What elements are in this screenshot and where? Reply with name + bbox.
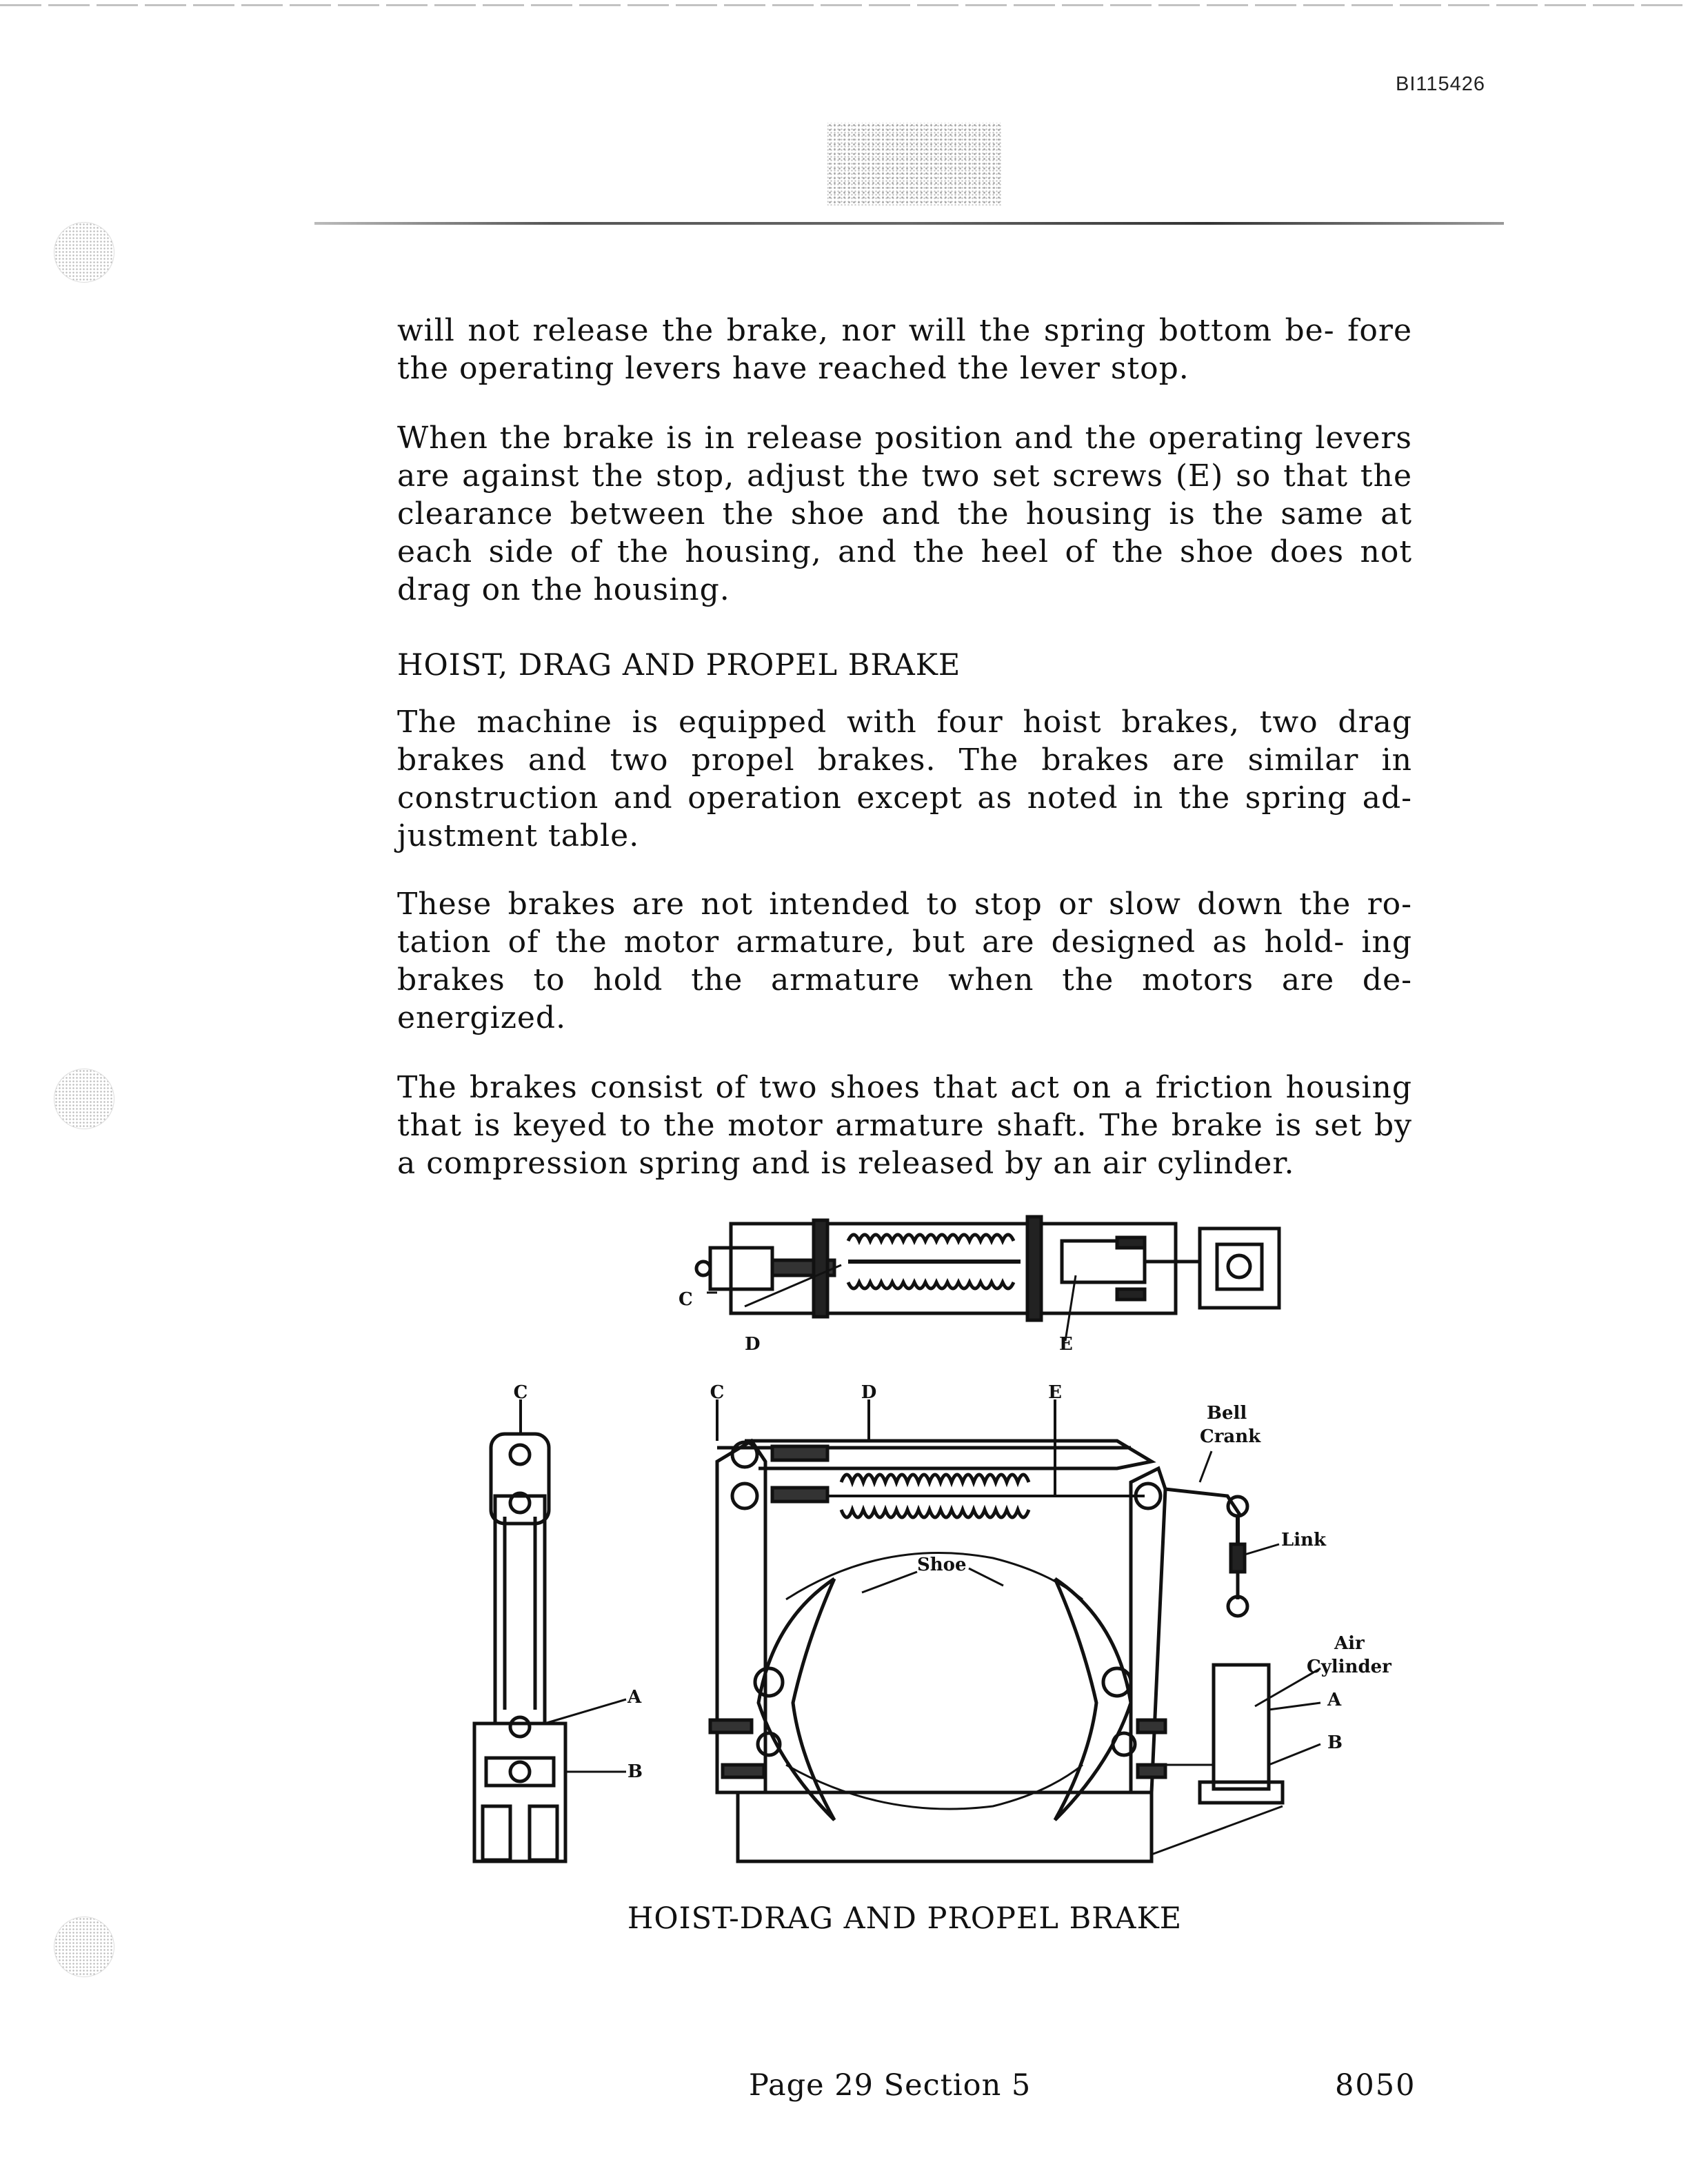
binder-hole-bottom <box>54 1917 114 1977</box>
side-view <box>474 1399 626 1861</box>
label-top-d: D <box>745 1334 761 1355</box>
label-shoe: Shoe <box>917 1555 967 1575</box>
paragraph-2: When the brake is in release position and the operating levers are against the stop, adjust the two set screws (E) so that the clearance between the shoe and the housing is the same at each side of the housing, and the heel of the shoe does not drag on the housing. <box>397 421 1412 607</box>
label-right-b: B <box>1327 1732 1343 1753</box>
label-bell: Bell <box>1207 1403 1247 1424</box>
label-front-d: D <box>861 1382 877 1403</box>
section-heading: HOIST, DRAG AND PROPEL BRAKE <box>397 648 961 682</box>
label-air: Air <box>1334 1633 1365 1654</box>
document-id: BI115426 <box>1396 73 1486 95</box>
page-section-footer: Page 29 Section 5 <box>749 2068 1032 2103</box>
top-view <box>696 1217 1279 1341</box>
label-front-e: E <box>1048 1382 1062 1403</box>
label-side-b: B <box>627 1761 643 1782</box>
label-top-c: C <box>679 1289 693 1310</box>
binder-hole-middle <box>54 1069 114 1129</box>
header-rule <box>314 222 1504 225</box>
stamp-mark <box>827 123 1001 205</box>
binder-hole-top <box>54 222 114 283</box>
label-right-a: A <box>1327 1690 1342 1710</box>
paragraph-3: The machine is equipped with four hoist brakes, two drag brakes and two propel brakes. The brakes are similar in construction and operation except as noted in the spring ad- justment table. <box>397 705 1412 853</box>
label-front-c: C <box>710 1382 725 1403</box>
paragraph-4: These brakes are not intended to stop or slow down the ro- tation of the motor armature, but are designed as hold- ing brakes to hold the armature when the motors are de- energized. <box>397 887 1412 1035</box>
brake-diagram <box>441 1200 1420 1875</box>
label-top-e: E <box>1059 1334 1073 1355</box>
label-side-c: C <box>513 1382 528 1403</box>
label-crank: Crank <box>1200 1426 1261 1447</box>
paragraph-1: will not release the brake, nor will the spring bottom be- fore the operating levers have reached the lever stop. <box>397 313 1412 386</box>
figure-caption: HOIST-DRAG AND PROPEL BRAKE <box>627 1901 1183 1936</box>
front-view <box>710 1399 1320 1861</box>
document-number: 8050 <box>1335 2068 1416 2103</box>
label-cylinder: Cylinder <box>1307 1657 1391 1677</box>
label-side-a: A <box>627 1687 642 1708</box>
label-link: Link <box>1281 1530 1327 1550</box>
paragraph-5: The brakes consist of two shoes that act on a friction housing that is keyed to the motor armature shaft. The brake is set by a compression spring and is released by an air cylinder. <box>397 1070 1412 1181</box>
scan-top-edge <box>0 4 1688 6</box>
